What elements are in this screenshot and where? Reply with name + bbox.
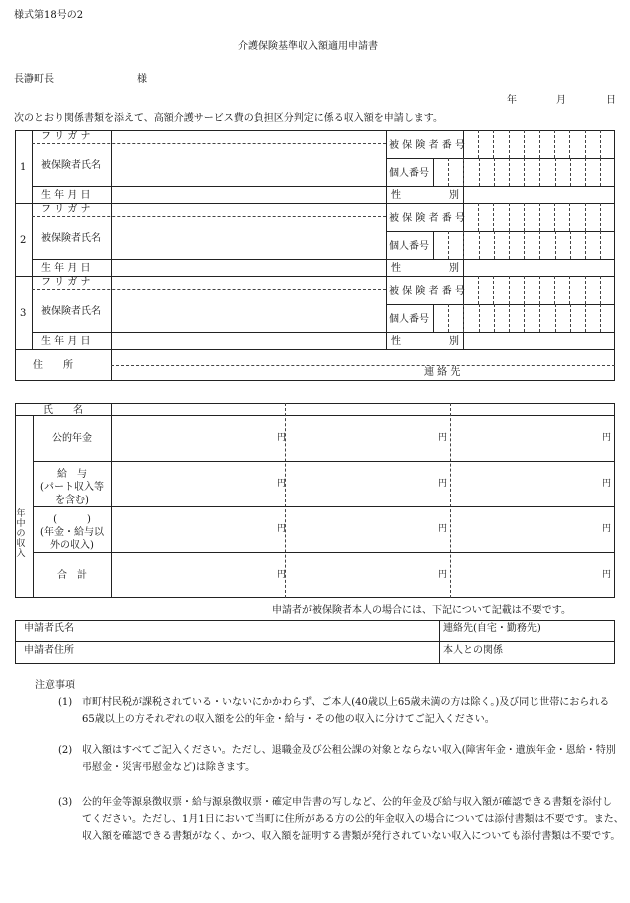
dashed-rule [494,304,495,332]
dashed-rule [524,203,525,231]
note-line: 収入額を確認できる書類がなく、かつ、収入額を証明する書類が発行されていない収入についても添付書類は不要です。 [82,831,621,842]
rule [32,130,33,349]
dashed-rule [509,130,510,158]
personal-number-label: 個人番号 [389,241,429,252]
furigana-label: フ リ ガ ナ [41,277,91,288]
note-line: 収入額はすべてご記入ください。ただし、退職金及び公租公課の対象とならない収入(障害年金・遺族年金・恩給・特別 [82,745,616,756]
dashed-rule [493,130,494,158]
dashed-rule [493,276,494,304]
dashed-rule [478,203,479,231]
sex-label: 別 [449,336,459,347]
applicant-contact-label: 連絡先(自宅・勤務先) [443,623,541,634]
note-number: (3) [58,797,73,808]
personal-number-label: 個人番号 [389,168,429,179]
birth-date-label: 生 年 月 日 [41,336,91,347]
dashed-rule [478,130,479,158]
rule [111,403,112,598]
rule [15,415,615,416]
dashed-rule [539,130,540,158]
address-label: 住 所 [33,360,73,371]
dashed-rule [570,304,571,332]
dashed-rule [585,276,586,304]
dashed-rule [463,304,464,332]
dashed-rule [554,203,555,231]
dashed-rule [585,158,586,186]
rule [32,186,615,187]
note-number: (2) [58,745,73,756]
dashed-rule [600,130,601,158]
dashed-rule [600,304,601,332]
contact-label: 連 絡 先 [424,367,461,378]
dashed-rule [539,276,540,304]
intro-text: 次のとおり関係書類を添えて、高額介護サービス費の負担区分判定に係る収入額を申請します。 [14,113,443,124]
birth-date-label: 生 年 月 日 [41,190,91,201]
income-row-rule [33,461,615,462]
yen-unit: 円 [438,524,448,534]
applicant-relation-label: 本人との関係 [443,645,503,656]
dashed-rule [509,231,510,259]
addressee-suffix: 様 [137,74,147,85]
insured-number-label: 被 保 険 者 番 号 [389,140,465,151]
sex-label: 性 [391,263,401,274]
dashed-rule [585,231,586,259]
insured-name-label: 被保険者氏名 [41,306,101,317]
rule [386,158,615,159]
dashed-rule [585,304,586,332]
dashed-rule [494,231,495,259]
addressee: 長瀞町長 [14,74,54,85]
yen-unit: 円 [438,433,448,443]
dashed-rule [569,130,570,158]
dashed-rule [600,276,601,304]
dashed-rule [539,304,540,332]
row-number: 2 [20,235,27,246]
furigana-label: フ リ ガ ナ [41,204,91,215]
notes-heading: 注意事項 [35,680,75,691]
date-day-label: 日 [606,95,616,106]
dashed-rule [509,304,510,332]
income-row-rule [33,552,615,553]
income-name-header: 氏 名 [43,405,83,416]
dashed-rule [509,158,510,186]
page-title: 介護保険基準収入額適用申請書 [238,41,378,52]
yen-unit: 円 [602,524,612,534]
yen-unit: 円 [602,478,612,489]
dashed-rule [585,203,586,231]
yen-unit: 円 [602,433,612,443]
sex-label: 性 [391,190,401,201]
yen-unit: 円 [277,570,287,580]
dashed-rule [111,365,615,366]
yen-unit: 円 [277,524,287,534]
dashed-rule [554,276,555,304]
note-line: 公的年金等源泉徴収票・給与源泉徴収票・確定申告書の写しなど、公的年金及び給与収入額が確認できる書類を添付し [82,797,612,808]
dashed-rule [463,231,464,259]
income-row-rule [33,506,615,507]
dashed-rule [524,304,525,332]
row-number: 3 [20,308,27,319]
dashed-rule [494,158,495,186]
dashed-rule [450,403,451,598]
dashed-rule [448,158,449,186]
row-number: 1 [20,162,27,173]
date-month-label: 月 [556,95,566,106]
dashed-rule [479,158,480,186]
address-separator [15,349,615,350]
sex-label: 別 [449,190,459,201]
applicant-address-label: 申請者住所 [24,645,74,656]
dashed-rule [463,158,464,186]
birth-date-label: 生 年 月 日 [41,263,91,274]
dashed-rule [555,231,556,259]
date-year-label: 年 [507,95,517,106]
dashed-rule [539,231,540,259]
block-separator [15,276,615,277]
rule [386,231,615,232]
note-line: 市町村民税が課税されている・いないにかかわらず、ご本人(40歳以上65歳未満の方は除く。)及び同じ世帯におられる [82,697,610,708]
dashed-rule [448,304,449,332]
applicant-note: 申請者が被保険者本人の場合には、下記について記載は不要です。 [272,605,571,616]
rule [433,158,434,186]
dashed-rule [600,158,601,186]
dashed-rule [600,203,601,231]
dashed-rule [32,143,386,144]
note-line: てください。ただし、1月1日において当町に住所がある方の公的年金収入の場合については添付書類は不要です。また、 [82,814,624,825]
form-number: 様式第18号の2 [14,10,84,21]
dashed-rule [32,216,386,217]
rule [32,259,615,260]
yen-unit: 円 [438,570,448,580]
income-row-label: 公的年金 [52,433,92,444]
dashed-rule [600,231,601,259]
rule [433,231,434,259]
dashed-rule [524,130,525,158]
yen-unit: 円 [438,478,448,489]
dashed-rule [448,231,449,259]
dashed-rule [569,203,570,231]
dashed-rule [524,276,525,304]
note-number: (1) [58,697,73,708]
rule [32,332,615,333]
insured-name-label: 被保険者氏名 [41,233,101,244]
dashed-rule [478,276,479,304]
sex-label: 性 [391,336,401,347]
dashed-rule [32,289,386,290]
note-line: 65歳以上の方それぞれの収入額を公的年金・給与・その他の収入に分けてご記入ください。 [82,714,495,725]
annual-income-side-label: 年中の収入 [16,509,26,559]
income-row-label: 給 与 (パート収入等 を含む) [40,468,104,506]
note-line: 弔慰金・災害弔慰金など)は除きます。 [82,762,256,773]
furigana-label: フ リ ガ ナ [41,131,91,142]
dashed-rule [539,203,540,231]
dashed-rule [555,158,556,186]
dashed-rule [554,130,555,158]
sex-label: 別 [449,263,459,274]
income-row-label: ( ) (年金・給与以 外の収入) [40,514,104,551]
rule [386,304,615,305]
insured-number-label: 被 保 険 者 番 号 [389,286,465,297]
yen-unit: 円 [277,478,287,489]
rule [433,304,434,332]
applicant-name-label: 申請者氏名 [24,623,74,634]
dashed-rule [509,203,510,231]
dashed-rule [479,231,480,259]
yen-unit: 円 [277,433,287,443]
dashed-rule [585,130,586,158]
dashed-rule [555,304,556,332]
dashed-rule [509,276,510,304]
rule [386,130,387,349]
personal-number-label: 個人番号 [389,314,429,325]
income-row-label: 合 計 [57,570,87,581]
dashed-rule [524,158,525,186]
yen-unit: 円 [602,570,612,580]
column-rule [111,130,112,349]
dashed-rule [570,158,571,186]
dashed-rule [493,203,494,231]
insured-name-label: 被保険者氏名 [41,160,101,171]
dashed-rule [539,158,540,186]
dashed-rule [479,304,480,332]
dashed-rule [524,231,525,259]
block-separator [15,203,615,204]
dashed-rule [570,231,571,259]
insured-number-label: 被 保 険 者 番 号 [389,213,465,224]
dashed-rule [569,276,570,304]
